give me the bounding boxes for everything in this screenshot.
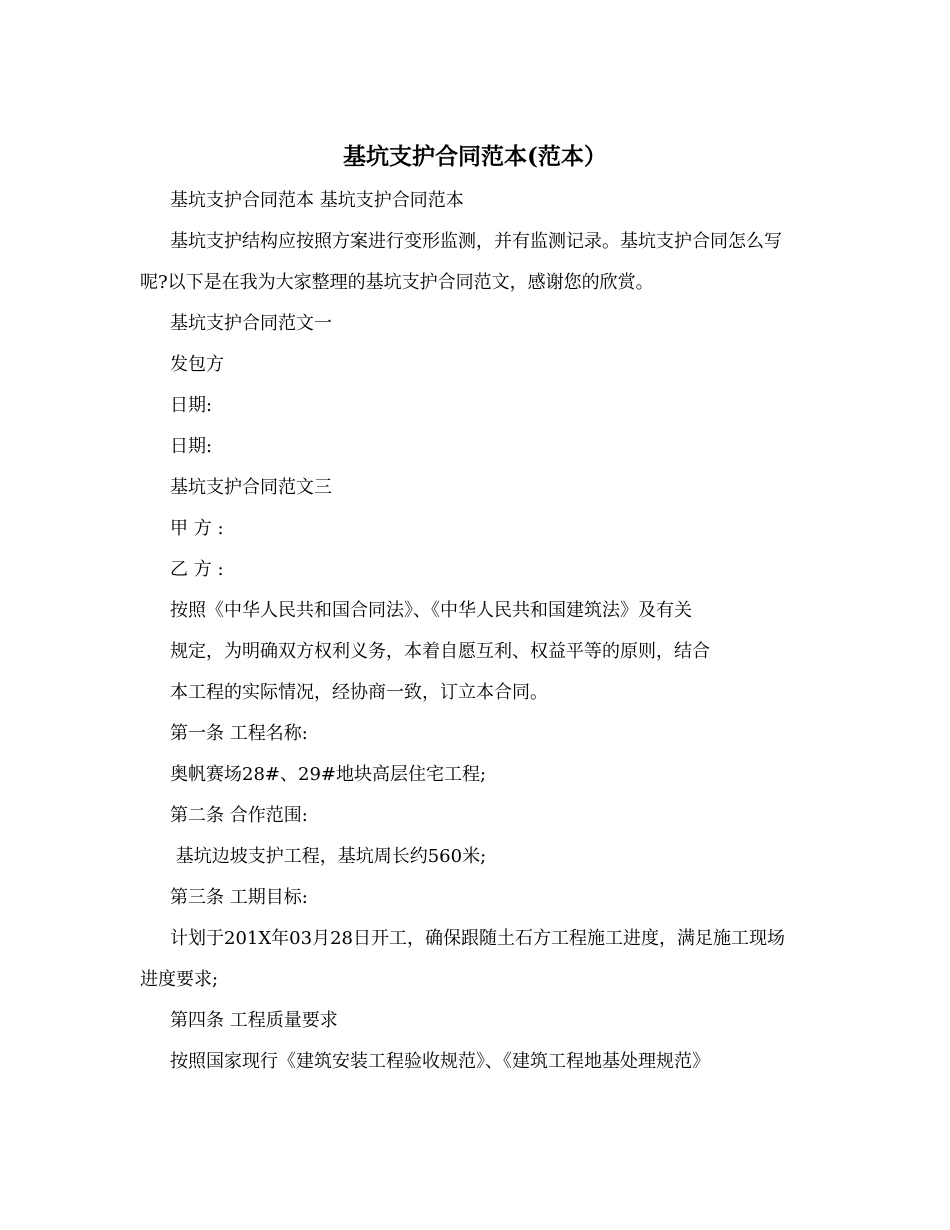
paragraph-line: 奥帆赛场28#、29#地块高层住宅工程; (170, 764, 487, 785)
paragraph-line: 基坑支护合同范本 基坑支护合同范本 (170, 190, 464, 211)
paragraph-line: 发包方 (170, 354, 224, 375)
date-label: 日期: (170, 436, 213, 457)
article-heading: 第四条 工程质量要求 (170, 1010, 338, 1031)
paragraph-line: 基坑边坡支护工程，基坑周长约560米; (170, 846, 487, 867)
paragraph-line: 计划于201X年03月28日开工，确保跟随土石方工程施工进度，满足施工现场 (170, 928, 785, 949)
article-heading: 第一条 工程名称: (170, 723, 308, 744)
paragraph-line: 本工程的实际情况，经协商一致，订立本合同。 (170, 682, 548, 703)
article-heading: 第三条 工期目标: (170, 887, 308, 908)
paragraph-line: 基坑支护结构应按照方案进行变形监测，并有监测记录。基坑支护合同怎么写 (170, 231, 782, 252)
paragraph-line: 呢?以下是在我为大家整理的基坑支护合同范文，感谢您的欣赏。 (140, 272, 654, 293)
section-heading: 基坑支护合同范文三 (170, 477, 332, 498)
party-b-label: 乙 方 : (170, 559, 224, 580)
article-heading: 第二条 合作范围: (170, 805, 308, 826)
party-a-label: 甲 方 : (170, 518, 224, 539)
paragraph-line: 按照国家现行《建筑安装工程验收规范》、《建筑工程地基处理规范》 (170, 1051, 710, 1072)
section-heading: 基坑支护合同范文一 (170, 313, 332, 334)
paragraph-line: 按照《中华人民共和国合同法》、《中华人民共和国建筑法》及有关 (170, 600, 692, 621)
paragraph-line: 规定，为明确双方权利义务，本着自愿互利、权益平等的原则，结合 (170, 641, 710, 662)
date-label: 日期: (170, 395, 213, 416)
paragraph-line: 进度要求; (140, 969, 219, 990)
document-title: 基坑支护合同范本(范本） (343, 143, 607, 170)
